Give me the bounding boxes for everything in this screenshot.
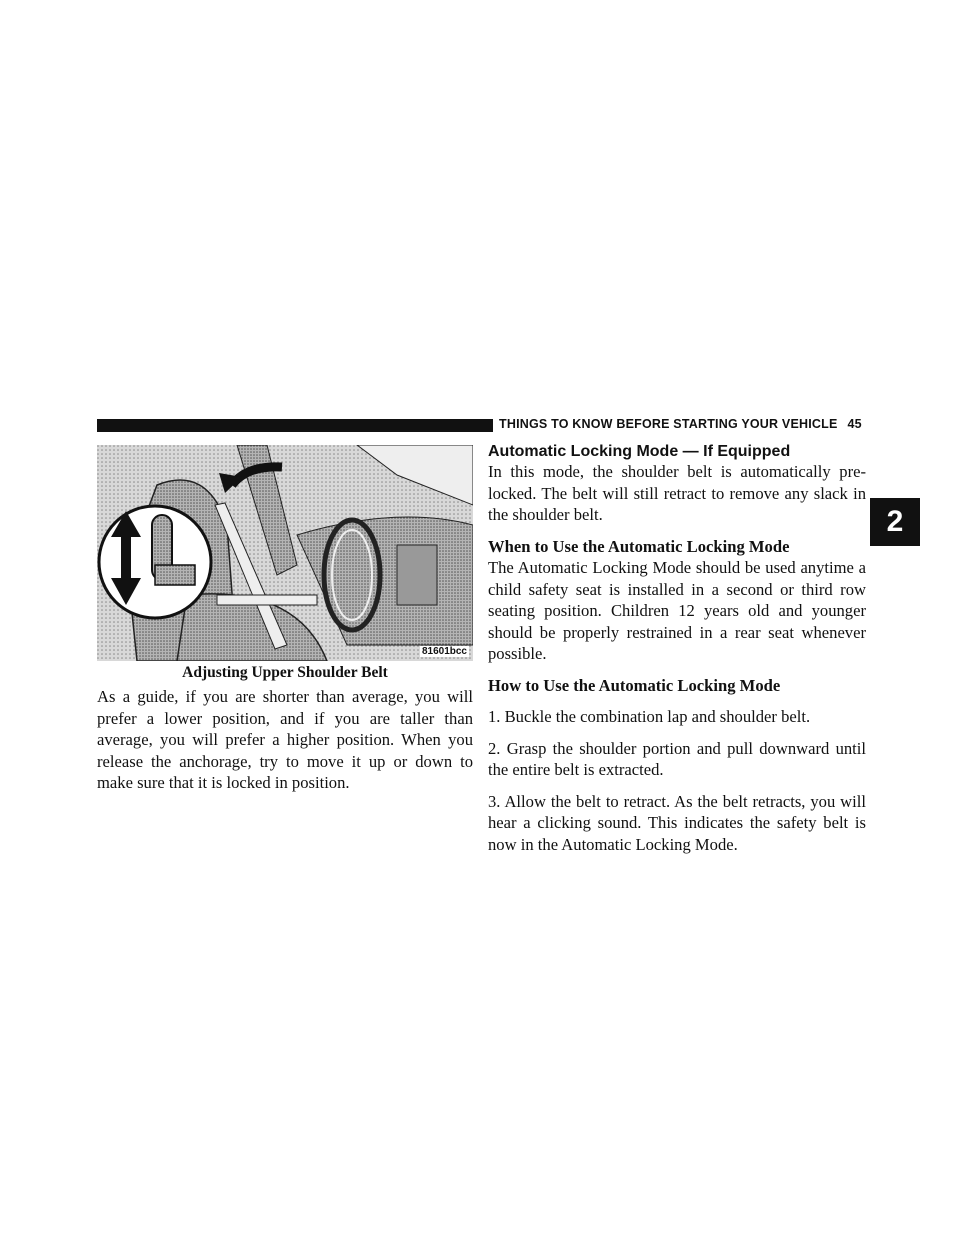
left-paragraph: As a guide, if you are shorter than average, you will prefer a lower position, and if you are taller than average, you will prefer a higher position. When you release the anchorage, try to move it up or down to make sure that it is locked in position. [97,687,473,792]
figure-caption: Adjusting Upper Shoulder Belt [182,664,388,681]
chapter-tab: 2 [870,498,920,546]
section-heading: Automatic Locking Mode — If Equipped [488,443,791,460]
step-1: 1. Buckle the combination lap and shoulder belt. [488,707,811,726]
right-column [488,443,866,855]
figure-code: 81601bcc [421,646,467,657]
running-header [499,417,862,431]
how-heading: How to Use the Automatic Locking Mode [488,675,781,695]
when-paragraph: The Automatic Locking Mode should be used anytime a child safety seat is installed in a second or third row seating position. Children 12 years old and younger should be properly restrained in a rear seat whenever possible. [488,558,866,663]
seat-belt-illustration [97,445,473,661]
when-heading: When to Use the Automatic Locking Mode [488,536,790,556]
figure-drawing [97,445,473,661]
step-3: 3. Allow the belt to retract. As the belt retracts, you will hear a clicking sound. This indicates the safety belt is now in the Automatic Locking Mode. [488,791,866,854]
header-rule [97,419,493,432]
page-number: 45 [847,417,862,431]
step-2: 2. Grasp the shoulder portion and pull downward until the entire belt is extracted. [488,738,866,779]
section-title: THINGS TO KNOW BEFORE STARTING YOUR VEHICLE [499,417,838,431]
intro-paragraph: In this mode, the shoulder belt is automatically pre-locked. The belt will still retract to remove any slack in the shoulder belt. [488,462,866,524]
